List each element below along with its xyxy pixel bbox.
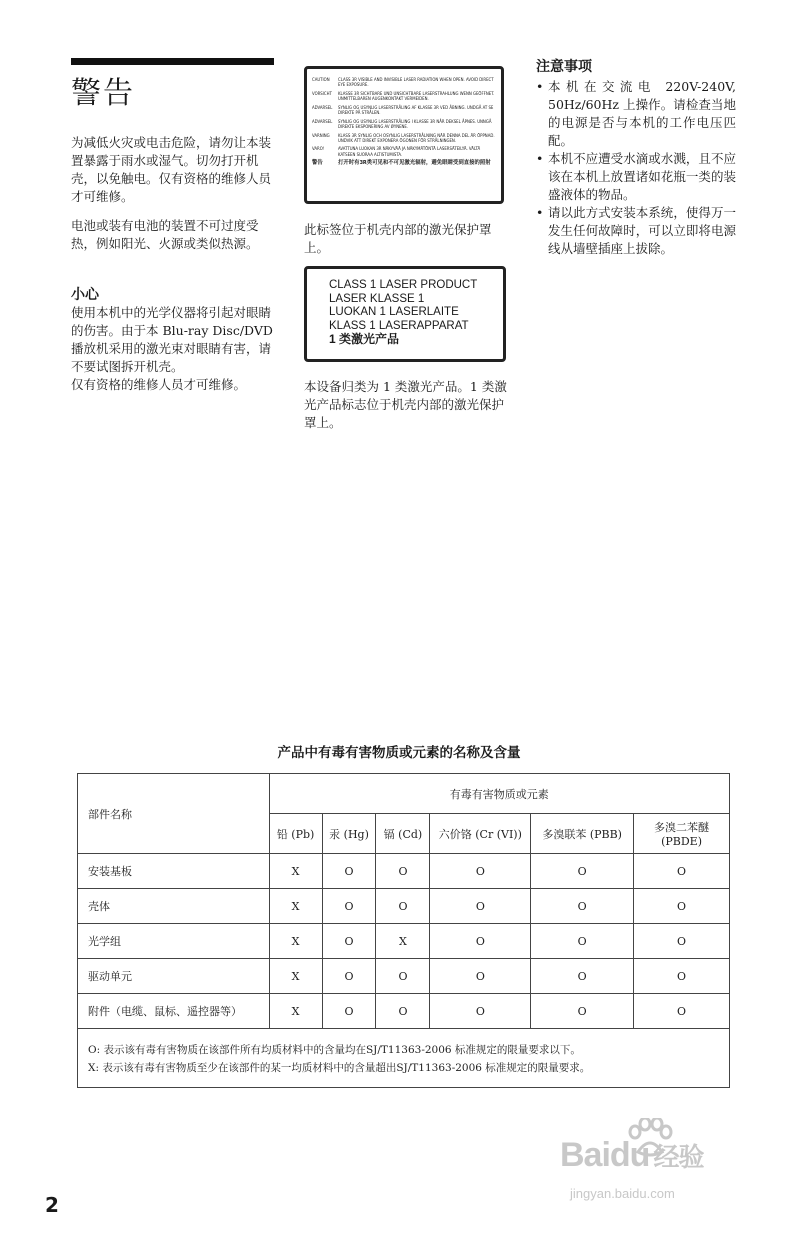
table-row	[78, 854, 730, 889]
value-cell: O	[322, 889, 376, 924]
part-name-header: 部件名称	[78, 774, 270, 854]
value-cell: O	[430, 994, 531, 1029]
table-row	[78, 889, 730, 924]
warning-paragraph-1: 为减低火灾或电击危险，请勿让本装置暴露于雨水或湿气。切勿打开机壳，以免触电。仅有资格的维修人员才可维修。	[71, 135, 272, 204]
class1-label-line: LUOKAN 1 LASERLAITE	[329, 306, 459, 318]
laser-label-row: VARO! AVATTUNA LUOKAN 3R NÄKYVÄÄ JA NÄKYMÄTÖNTÄ LASERSÄTEILYÄ. VÄLTÄ KATSEEN SUORAA ALTISTUMISTA.	[312, 147, 481, 158]
list-item: • 本机在交流电 220V-240V, 50Hz/60Hz 上操作。请检查当地的电源是否与本机的工作电压匹配。	[536, 78, 736, 150]
laser-label-caption: 此标签位于机壳内部的激光保护罩上。	[304, 222, 492, 255]
part-name-cell: 驱动单元	[78, 959, 270, 994]
value-cell: O	[430, 889, 531, 924]
value-cell: X	[269, 959, 322, 994]
value-cell: O	[322, 924, 376, 959]
class1-description: 本设备归类为 1 类激光产品。1 类激光产品标志位于机壳内部的激光保护罩上。	[304, 379, 507, 430]
value-cell: O	[322, 854, 376, 889]
value-cell: O	[634, 924, 730, 959]
value-cell: O	[322, 959, 376, 994]
caution-paragraph-2: 仅有资格的维修人员才可维修。	[71, 377, 247, 392]
value-cell: X	[269, 994, 322, 1029]
list-item: • 请以此方式安装本系统，使得万一发生任何故障时，可以立即将电源线从墙壁插座上拔除。	[536, 204, 736, 258]
class1-laser-label	[304, 266, 506, 362]
laser-label-row-chinese: 警告 打开时有3R类可见和不可见激光辐射，避免眼睛受到直接的照射	[312, 160, 491, 167]
value-cell: O	[376, 889, 430, 924]
laser-label-row: CAUTION CLASS 3R VISIBLE AND INVISIBLE LASER RADIATION WHEN OPEN. AVOID DIRECT EYE EXPOSURE.	[312, 78, 494, 89]
laser-label-row: VARNING KLASS 3R SYNLIG OCH OSYNLIG LASERSTRÅLNING NÄR DENNA DEL ÄR ÖPPNAD. UNDVIK ATT DIREKT EXPONERA ÖGONEN FÖR STRÅLNINGEN.	[312, 133, 495, 144]
laser-warning-label	[304, 66, 504, 204]
laser-label-row: VORSICHT KLASSE 3R SICHTBARE UND UNSICHTBARE LASERSTRAHLUNG WENN GEÖFFNET. UNMITTELBAREN AUGENKONTAKT VERMEIDEN.	[312, 91, 495, 103]
value-cell: O	[430, 854, 531, 889]
value-cell: O	[634, 994, 730, 1029]
class1-label-line: KLASS 1 LASERAPPARAT	[329, 319, 469, 332]
substance-header: 多溴二苯醚 (PBDE)	[634, 814, 730, 854]
part-name-cell: 壳体	[78, 889, 270, 924]
caution-paragraph: 使用本机中的光学仪器将引起对眼睛的伤害。由于本 Blu-ray Disc/DVD 播放机采用的激光束对眼睛有害，请不要试图拆开机壳。	[71, 305, 273, 374]
watermark-url: jingyan.baidu.com	[570, 1186, 675, 1201]
substance-header: 汞 (Hg)	[322, 814, 376, 854]
value-cell: X	[269, 854, 322, 889]
table-header-row	[78, 774, 730, 814]
laser-label-row: ADVARSEL SYNLIG OG USYNLIG LASERSTRÅLING I KLASSE 3R NÅR DEKSEL ÅPNES. UNNGÅ DIREKTE EKSPONERING AV ØYNENE.	[312, 119, 492, 130]
warning-title: 警告	[71, 76, 135, 111]
substance-header: 镉 (Cd)	[376, 814, 430, 854]
value-cell: O	[531, 854, 634, 889]
value-cell: O	[634, 854, 730, 889]
part-name-cell: 附件（电缆、鼠标、遥控器等）	[78, 994, 270, 1029]
value-cell: O	[634, 889, 730, 924]
value-cell: O	[376, 854, 430, 889]
part-name-cell: 安装基板	[78, 854, 270, 889]
page-number: 2	[45, 1193, 59, 1217]
value-cell: O	[531, 924, 634, 959]
table-row	[78, 994, 730, 1029]
value-cell: O	[376, 959, 430, 994]
value-cell: X	[269, 924, 322, 959]
warning-rule	[71, 58, 274, 65]
class1-label-line: 1 类激光产品	[329, 332, 400, 346]
class1-label-line: LASER KLASSE 1	[329, 292, 425, 305]
warning-paragraph-2: 电池或装有电池的装置不可过度受热，例如阳光、火源或类似热源。	[71, 218, 259, 251]
value-cell: X	[376, 924, 430, 959]
note-o: O: 表示该有毒有害物质在该部件所有均质材料中的含量均在SJ/T11363-2006 标准规定的限量要求以下。	[88, 1044, 581, 1056]
class1-label-line: CLASS 1 LASER PRODUCT	[329, 279, 478, 291]
list-item: • 本机不应遭受水滴或水溅，且不应该在本机上放置诸如花瓶一类的装盛液体的物品。	[536, 150, 736, 204]
value-cell: O	[430, 924, 531, 959]
baidu-jingyan-watermark	[560, 1118, 760, 1210]
value-cell: X	[269, 889, 322, 924]
value-cell: O	[376, 994, 430, 1029]
notes-list	[536, 78, 736, 258]
part-name-cell: 光学组	[78, 924, 270, 959]
notes-title: 注意事项	[536, 59, 592, 75]
note-x: X: 表示该有毒有害物质至少在该部件的某一均质材料中的含量超出SJ/T11363-2006 标准规定的限量要求。	[88, 1062, 591, 1074]
table-notes	[78, 1029, 730, 1088]
value-cell: O	[634, 959, 730, 994]
substance-header: 六价铬 (Cr (VI))	[430, 814, 531, 854]
value-cell: O	[531, 959, 634, 994]
laser-label-row: ADVARSEL SYNLIG OG USYNLIG LASERSTRÅLING AF KLASSE 3R VED ÅBNING. UNDGÅ AT SE DIREKTE PÅ STRÅLEN.	[312, 105, 494, 117]
caution-section	[71, 304, 276, 394]
watermark-logo: Baidu 经验	[560, 1136, 704, 1174]
value-cell: O	[531, 994, 634, 1029]
table-notes-row	[78, 1029, 730, 1088]
value-cell: O	[430, 959, 531, 994]
substance-group-header: 有毒有害物质或元素	[269, 774, 729, 814]
table-row	[78, 924, 730, 959]
caution-title: 小心	[71, 287, 99, 303]
value-cell: O	[322, 994, 376, 1029]
table-row	[78, 959, 730, 994]
substance-header: 铅 (Pb)	[269, 814, 322, 854]
hazard-table-title: 产品中有毒有害物质或元素的名称及含量	[277, 745, 521, 761]
substance-header: 多溴联苯 (PBB)	[531, 814, 634, 854]
hazard-table	[77, 773, 730, 1088]
value-cell: O	[531, 889, 634, 924]
